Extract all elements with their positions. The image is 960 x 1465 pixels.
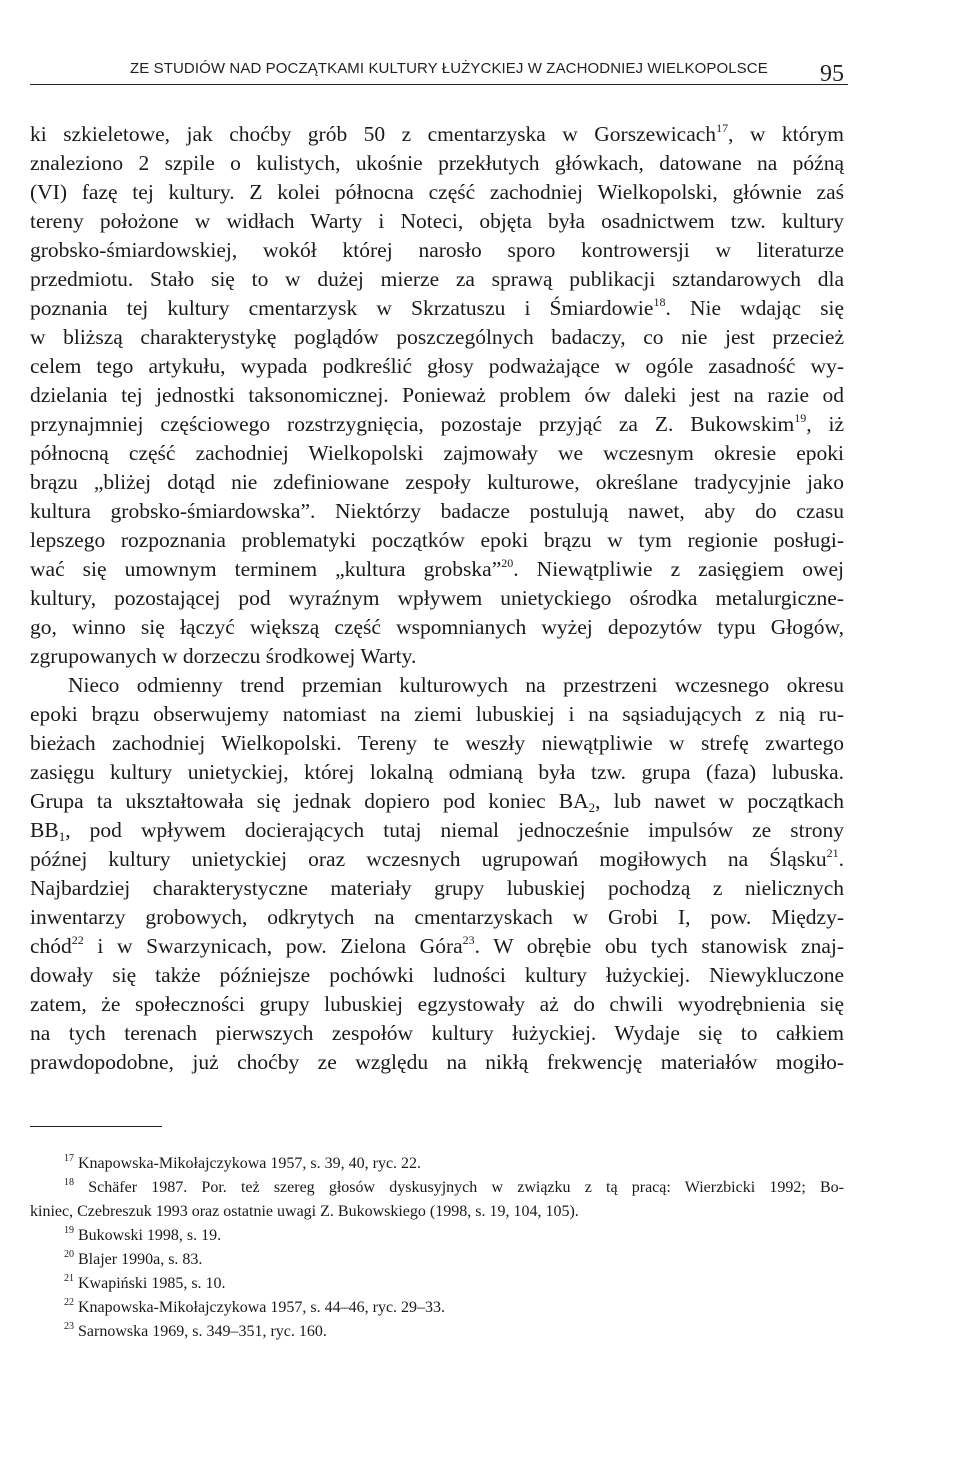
footnote: $^{23}$ Sarnowska 1969, s. 349–351, ryc. 160.	[64, 1321, 327, 1340]
text-line: $BB_1$, pod wpływem docierających tutaj niemal jednocześnie impulsów ze strony	[30, 818, 844, 844]
text-line: kultura grobsko-śmiardowska”. Niektórzy badacze postulują nawet, aby do czasu	[30, 499, 844, 523]
text-line: celem tego artykułu, wypada podkreślić głosy podważające w ogóle zasadność wy-	[30, 354, 844, 378]
page-number: 95	[820, 61, 844, 87]
main-text	[30, 120, 844, 1077]
text-line: dowały się także późniejsze pochówki ludności kultury łużyckiej. Niewykluczone	[30, 963, 844, 987]
footnotes	[30, 1152, 844, 1344]
text-line: przynajmniej częściowego rozstrzygnięcia, pozostaje przyjąć za Z. Bukowskim$^{19}$, iż	[30, 411, 844, 436]
page-header	[30, 52, 848, 85]
footnote-number: 18	[64, 1177, 74, 1188]
footnote-ref[interactable]: 22	[71, 933, 84, 947]
footnote: $^{17}$ Knapowska-Mikołajczykowa 1957, s. 39, 40, ryc. 22.	[64, 1153, 422, 1172]
footnote-number: 21	[64, 1273, 74, 1284]
text-line: na tych terenach pierwszych zespołów kultury łużyckiej. Wydaje się to całkiem	[30, 1021, 844, 1045]
footnote-number: 22	[64, 1297, 74, 1308]
text-line: Najbardziej charakterystyczne materiały grupy lubuskiej pochodzą z nielicznych	[30, 876, 844, 900]
paragraph-start-line: Nieco odmienny trend przemian kulturowych na przestrzeni wczesnego okresu	[68, 673, 844, 697]
text-line: brązu „bliżej dotąd nie zdefiniowane zespoły kulturowe, określane tradycyjnie jako	[30, 470, 844, 494]
text-line: inwentarzy grobowych, odkrytych na cmentarzyskach w Grobi I, pow. Między-	[30, 905, 844, 929]
text-line: zatem, że społeczności grupy lubuskiej egzystowały aż do chwili wyodrębnienia się	[30, 992, 844, 1016]
footnote-ref[interactable]: 19	[794, 411, 807, 425]
footnote-number: 23	[64, 1321, 74, 1332]
footnote-ref[interactable]: 21	[826, 846, 839, 860]
text-line: poznania tej kultury cmentarzysk w Skrzatuszu i Śmiardowie$^{18}$. Nie wdając się	[30, 295, 845, 320]
text-line: grobsko-śmiardowskiej, wokół której narosło sporo kontrowersji w literaturze	[30, 238, 844, 262]
footnote: $^{22}$ Knapowska-Mikołajczykowa 1957, s. 44–46, ryc. 29–33.	[64, 1297, 446, 1316]
text-line: w bliższą charakterystykę poglądów poszczególnych badaczy, co nie jest przecież	[30, 325, 844, 349]
text-line: lepszego rozpoznania problematyki początków epoki brązu w tym regionie posługi-	[30, 528, 844, 552]
footnote: $^{19}$ Bukowski 1998, s. 19.	[64, 1225, 222, 1244]
text-line: epoki brązu obserwujemy natomiast na ziemi lubuskiej i na sąsiadujących z nią ru-	[30, 702, 844, 726]
footnote-ref[interactable]: 23	[462, 933, 475, 947]
text-line: zasięgu kultury unietyckiej, której lokalną odmianą była tzw. grupa (faza) lubuska.	[30, 760, 844, 784]
text-line: kultury, pozostającej pod wyraźnym wpływem unietyckiego ośrodka metalurgiczne-	[30, 586, 844, 610]
footnote: $^{20}$ Blajer 1990a, s. 83.	[64, 1249, 203, 1268]
footnote-number: 20	[64, 1249, 74, 1260]
footnote-continuation: kiniec, Czebreszuk 1993 oraz ostatnie uwagi Z. Bukowskiego (1998, s. 19, 104, 105).	[30, 1203, 579, 1220]
text-line: północną część zachodniej Wielkopolski zajmowały we wczesnym okresie epoki	[30, 441, 844, 465]
text-line: znaleziono 2 szpile o kulistych, ukośnie przekłutych główkach, datowane na późną	[30, 151, 844, 175]
text-line: go, winno się łączyć większą część wspomnianych wyżej depozytów typu Głogów,	[30, 615, 844, 639]
footnote: $^{21}$ Kwapiński 1985, s. 10.	[64, 1273, 226, 1292]
text-line: tereny położone w widłach Warty i Noteci, objęta była osadnictwem tzw. kultury	[30, 209, 844, 233]
footnote-ref[interactable]: 20	[501, 556, 514, 570]
text-line: przedmiotu. Stało się to w dużej mierze za sprawą publikacji sztandarowych dla	[30, 267, 844, 291]
text-line: bieżach zachodniej Wielkopolski. Tereny te weszły niewątpliwie w strefę zwartego	[30, 731, 844, 755]
text-line: późnej kultury unietyckiej oraz wczesnych ugrupowań mogiłowych na Śląsku$^{21}$.	[30, 846, 844, 871]
subscript: 1	[58, 829, 66, 844]
footnote: $^{18}$ Schäfer 1987. Por. też szereg głosów dyskusyjnych w związku z tą pracą: Wierzbicki 1992; Bo-	[64, 1177, 844, 1196]
footnote-number: 19	[64, 1225, 74, 1236]
text-line: zgrupowanych w dorzeczu środkowej Warty.	[30, 644, 417, 668]
footnote-ref[interactable]: 18	[653, 295, 666, 309]
text-line: chód$^{22}$ i w Swarzynicach, pow. Zielona Góra$^{23}$. W obrębie obu tych stanowisk znaj-	[30, 933, 844, 958]
text-line: (VI) fazę tej kultury. Z kolei północna część zachodniej Wielkopolski, głównie zaś	[30, 180, 844, 204]
text-line: dzielania tej jednostki taksonomicznej. Ponieważ problem ów daleki jest na razie od	[30, 383, 844, 407]
text-line: Grupa ta ukształtowała się jednak dopiero pod koniec $BA_2$, lub nawet w początkach	[30, 789, 845, 815]
text-line: prawdopodobne, już choćby ze względu na nikłą frekwencję materiałów mogiło-	[30, 1050, 844, 1074]
subscript: 2	[588, 800, 596, 815]
footnote-divider	[30, 1126, 162, 1127]
text-line: ki szkieletowe, jak choćby grób 50 z cmentarzyska w Gorszewicach$^{17}$, w którym	[30, 121, 844, 146]
running-head: ZE STUDIÓW NAD POCZĄTKAMI KULTURY ŁUŻYCKIEJ W ZACHODNIEJ WIELKOPOLSCE	[130, 60, 768, 77]
footnote-ref[interactable]: 17	[716, 121, 729, 135]
text-line: wać się umownym terminem „kultura grobska”$^{20}$. Niewątpliwie z zasięgiem owej	[30, 556, 844, 581]
footnote-number: 17	[64, 1153, 74, 1164]
